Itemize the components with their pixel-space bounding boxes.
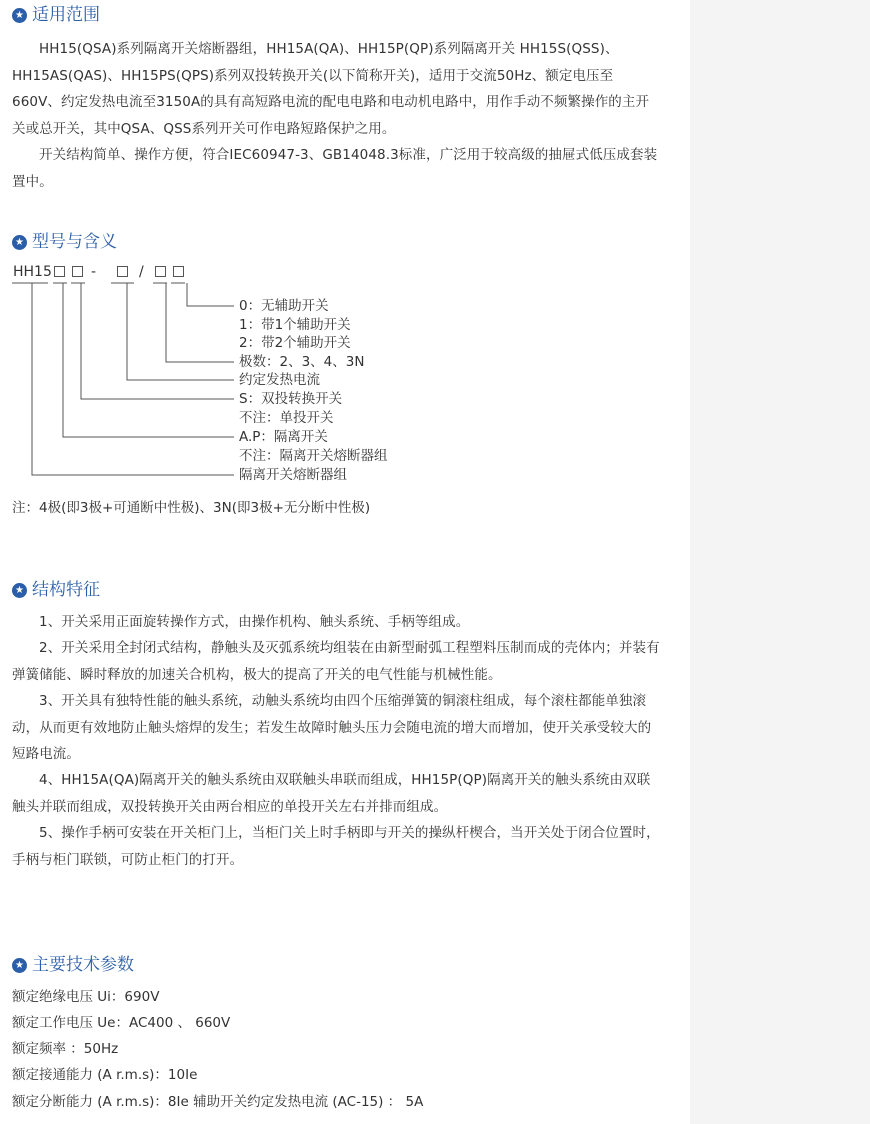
section-title-model	[12, 230, 117, 254]
structure-item-2: 2、开关采用全封闭式结构，静触头及灭弧系统均组装在由新型耐弧工程塑料压制而成的壳体内；并装有弹簧储能、瞬时释放的加速关合机构，极大的提高了开关的电气性能与机械性能。	[12, 640, 660, 683]
section-title-text: 型号与含义	[32, 232, 117, 252]
section-title-params	[12, 953, 134, 977]
model-label-single-throw: 不注：单投开关	[239, 410, 334, 426]
param-frequency: 额定频率 ：50Hz	[12, 1041, 119, 1057]
model-note: 注：4极(即3极+可通断中性极)、3N(即3极+无分断中性极)	[12, 500, 371, 516]
structure-item-4: 4、HH15A(QA)隔离开关的触头系统由双联触头串联而组成，HH15P(QP)隔离开关的触头系统由双联触头并联而组成，双投转换开关由两台相应的单投开关左右并排而组成。	[12, 772, 651, 815]
param-operating-voltage: 额定工作电压 Ue：AC400 、 660V	[12, 1015, 231, 1031]
structure-item-1: 1、开关采用正面旋转操作方式，由操作机构、触头系统、手柄等组成。	[39, 614, 470, 630]
structure-item-5: 5、操作手柄可安装在开关柜门上，当柜门关上时手柄即与开关的操纵杆楔合，当开关处于闭合位置时，手柄与柜门联锁，可防止柜门的打开。	[12, 825, 660, 868]
star-in-circle-icon: ★	[12, 583, 27, 598]
section-title-text: 结构特征	[32, 580, 100, 600]
model-code-slash: /	[139, 264, 144, 280]
star-in-circle-icon: ★	[12, 8, 27, 23]
model-label-poles: 极数：2、3、4、3N	[239, 354, 365, 370]
scope-paragraph-2: 开关结构简单、操作方便，符合IEC60947-3、GB14048.3标准，广泛用于较高级的抽屉式低压成套装置中。	[12, 147, 658, 190]
star-in-circle-icon: ★	[12, 958, 27, 973]
right-side-panel	[690, 0, 870, 1124]
model-label-isolator: A.P：隔离开关	[239, 429, 328, 445]
scope-paragraph-1: HH15(QSA)系列隔离开关熔断器组，HH15A(QA)、HH15P(QP)系列隔离开关 HH15S(QSS)、HH15AS(QAS)、HH15PS(QPS)系列双投转换开关(以下简称开关)，适用于交流50Hz、额定电压至660V、约定发热电流至3150A的具有高短路电流的配电电路和电动机电路中，用作手动不频繁操作的主开关或总开关，其中QSA、QSS系列开关可作电路短路保护之用。	[12, 41, 650, 137]
model-label-aux-0: 0：无辅助开关	[239, 298, 329, 314]
section-title-text: 适用范围	[32, 5, 100, 25]
section-title-structure	[12, 578, 100, 602]
model-label-fuse-group: 隔离开关熔断器组	[239, 467, 347, 483]
model-label-current: 约定发热电流	[239, 372, 320, 388]
structure-item-3: 3、开关具有独特性能的触头系统，动触头系统均由四个压缩弹簧的铜滚柱组成，每个滚柱都能单独滚动，从而更有效地防止触头熔焊的发生；若发生故障时触头压力会随电流的增大而增加，使开关承受较大的短路电流。	[12, 693, 652, 762]
model-label-aux-2: 2：带2个辅助开关	[239, 335, 351, 351]
model-label-double-throw: S：双投转换开关	[239, 391, 343, 407]
section-title-scope	[12, 3, 100, 27]
param-breaking-capacity: 额定分断能力 (A r.m.s)：8Ie 辅助开关约定发热电流 (AC-15) ： 5A	[12, 1094, 424, 1110]
section-title-text: 主要技术参数	[32, 955, 134, 975]
model-code-diagram	[10, 258, 430, 488]
model-code-dash: -	[91, 264, 97, 280]
param-insulation-voltage: 额定绝缘电压 Ui：690V	[12, 989, 160, 1005]
model-label-fuse-default: 不注：隔离开关熔断器组	[239, 448, 388, 464]
param-making-capacity: 额定接通能力 (A r.m.s)：10Ie	[12, 1067, 198, 1083]
model-code-prefix: HH15	[13, 264, 52, 280]
star-in-circle-icon: ★	[12, 235, 27, 250]
model-label-aux-1: 1：带1个辅助开关	[239, 317, 351, 333]
